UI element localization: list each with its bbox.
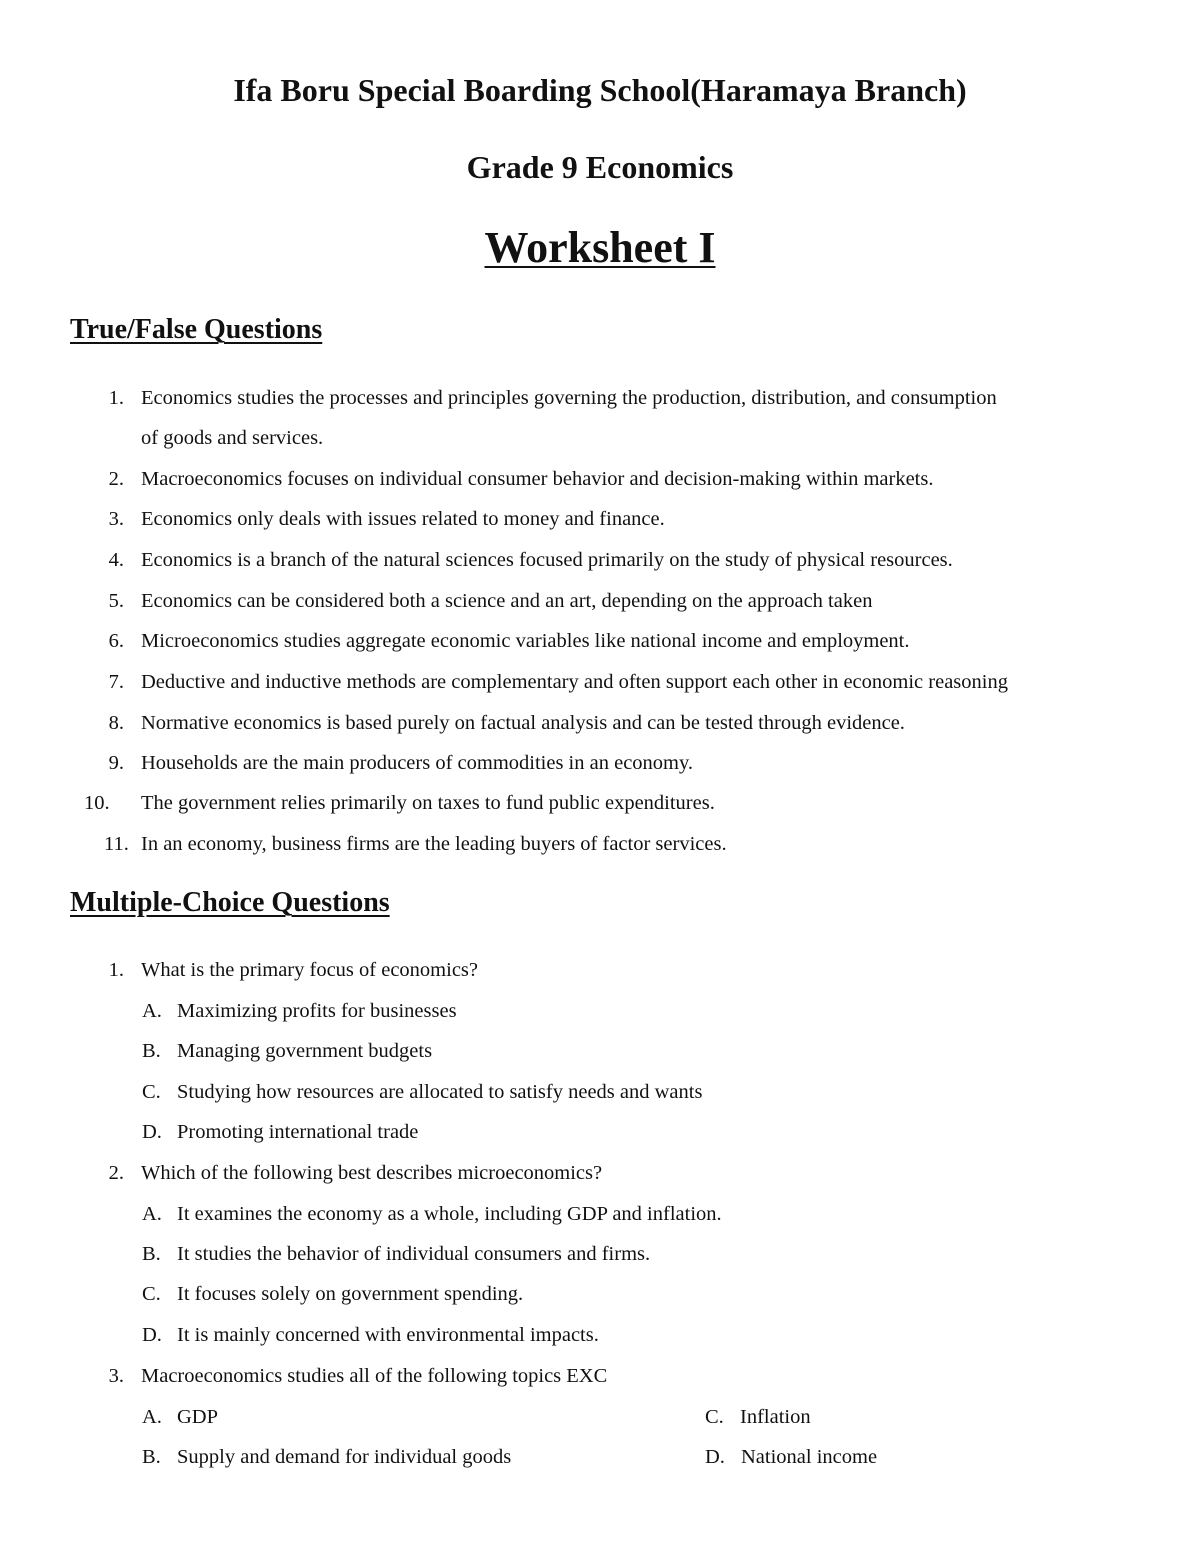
mc-q2-option-b-letter: B. [142,1243,161,1265]
tf-item-3-text: Economics only deals with issues related to money and finance. [141,508,665,530]
mc-q3-option-c-text: Inflation [740,1406,811,1428]
tf-item-4-text: Economics is a branch of the natural sciences focused primarily on the study of physical resources. [141,549,953,571]
tf-item-2-text: Macroeconomics focuses on individual consumer behavior and decision-making within markets. [141,468,934,490]
tf-item-6-number: 6. [108,630,124,652]
mc-q2-option-b-text: It studies the behavior of individual consumers and firms. [177,1243,651,1265]
mc-q2-option-d-letter: D. [142,1324,162,1346]
mc-q1-number: 1. [108,959,124,981]
grade-subject: Grade 9 Economics [466,149,734,185]
mc-q3-option-d-letter: D. [705,1446,725,1468]
tf-item-1-line-1: Economics studies the processes and principles governing the production, distribution, and consumption [141,387,997,409]
tf-item-8-number: 8. [108,712,124,734]
worksheet-title-text: Worksheet I [484,223,716,272]
tf-item-7-text: Deductive and inductive methods are complementary and often support each other in economic reasoning [141,671,1008,693]
mc-q2-option-d-text: It is mainly concerned with environmental impacts. [177,1324,599,1346]
mc-q2-number: 2. [108,1162,124,1184]
mc-q1-text: What is the primary focus of economics? [141,959,478,981]
mc-q3-option-b-text: Supply and demand for individual goods [177,1446,512,1468]
tf-item-3-number: 3. [108,508,124,530]
mc-q1-option-b-letter: B. [142,1040,161,1062]
mc-q1-option-a-letter: A. [142,1000,162,1022]
tf-item-2-number: 2. [108,468,124,490]
tf-item-7-number: 7. [108,671,124,693]
tf-item-11-text: In an economy, business firms are the leading buyers of factor services. [141,833,727,855]
mc-q2-text: Which of the following best describes microeconomics? [141,1162,603,1184]
mc-q1-option-d-letter: D. [142,1121,162,1143]
multiple-choice-heading: Multiple-Choice Questions [70,887,390,918]
tf-item-8-text: Normative economics is based purely on factual analysis and can be tested through evidence. [141,712,905,734]
tf-item-1-number: 1. [108,387,124,409]
mc-q2-option-a-letter: A. [142,1203,162,1225]
mc-q3-option-d-text: National income [741,1446,878,1468]
tf-item-9-number: 9. [108,752,124,774]
mc-q3-number: 3. [108,1365,124,1387]
worksheet-title [0,222,1200,273]
mc-q3-option-c-letter: C. [705,1406,724,1428]
mc-q3-option-b-letter: B. [142,1446,161,1468]
mc-q2-option-c-letter: C. [142,1283,161,1305]
mc-q1-option-d-text: Promoting international trade [177,1121,419,1143]
tf-item-1-line-2: of goods and services. [141,427,324,449]
mc-q1-option-c-letter: C. [142,1081,161,1103]
tf-item-11-number: 11. [104,833,129,855]
mc-q1-option-b-text: Managing government budgets [177,1040,433,1062]
true-false-heading: True/False Questions [70,314,323,345]
tf-item-5-text: Economics can be considered both a science and an art, depending on the approach taken [141,590,873,612]
mc-q2-option-a-text: It examines the economy as a whole, including GDP and inflation. [177,1203,722,1225]
tf-item-4-number: 4. [108,549,124,571]
mc-q3-option-a-letter: A. [142,1406,162,1428]
tf-item-10-text: The government relies primarily on taxes to fund public expenditures. [141,792,715,814]
tf-item-10-number: 10. [84,792,110,814]
mc-q3-text: Macroeconomics studies all of the following topics EXC [141,1365,608,1387]
tf-item-9-text: Households are the main producers of commodities in an economy. [141,752,694,774]
mc-q2-option-c-text: It focuses solely on government spending. [177,1283,524,1305]
mc-q1-option-c-text: Studying how resources are allocated to satisfy needs and wants [177,1081,703,1103]
mc-q3-option-a-text: GDP [177,1406,219,1428]
school-name: Ifa Boru Special Boarding School(Haramaya Branch) [233,72,967,108]
tf-item-5-number: 5. [108,590,124,612]
tf-item-6-text: Microeconomics studies aggregate economic variables like national income and employment. [141,630,910,652]
mc-q1-option-a-text: Maximizing profits for businesses [177,1000,457,1022]
